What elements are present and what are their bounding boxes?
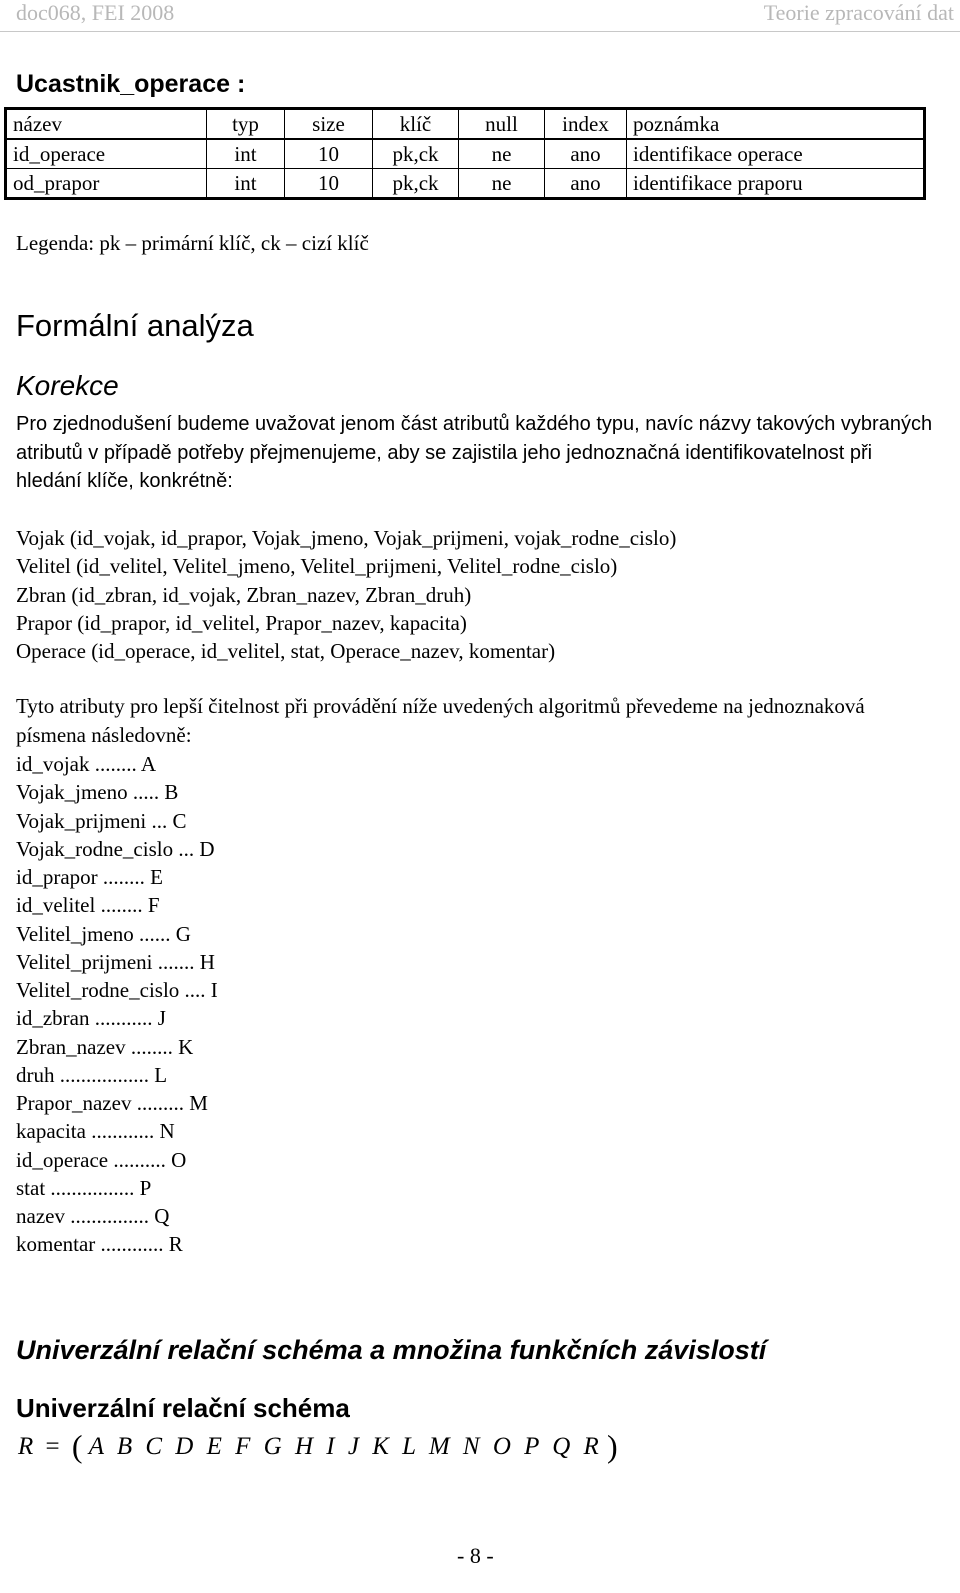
section-title: Formální analýza: [16, 308, 254, 343]
mapping-item: id_vojak ........ A: [16, 752, 156, 776]
schema-subtitle: Univerzální relační schéma: [16, 1393, 350, 1423]
table-cell: ne: [459, 139, 545, 169]
mapping-item: Vojak_jmeno ..... B: [16, 780, 179, 805]
col-header: klíč: [373, 109, 459, 140]
mapping-item: stat ................ P: [16, 1175, 152, 1200]
header-right: Teorie zpracování dat: [763, 0, 954, 25]
table-cell: identifikace praporu: [627, 169, 925, 199]
header-left: doc068, FEI 2008: [16, 0, 175, 25]
table-cell: ano: [545, 169, 627, 199]
mapping-item: id_prapor ........ E: [16, 865, 163, 889]
mapping-item: Zbran_nazev ........ K: [16, 1034, 194, 1059]
attribute-table: [4, 107, 926, 200]
col-header: typ: [207, 109, 285, 140]
table-cell: ne: [459, 169, 545, 199]
legend: Legenda: pk – primární klíč, ck – cizí klíč: [16, 231, 369, 255]
table-cell: od_prapor: [6, 169, 207, 199]
mapping-item: Vojak_prijmeni ... C: [16, 808, 187, 833]
col-header: název: [6, 109, 207, 140]
relation-item: Operace (id_operace, id_velitel, stat, Operace_nazev, komentar): [16, 639, 556, 664]
universal-schema-formula: [18, 1428, 618, 1465]
header-rule: [0, 31, 960, 32]
relation-item: Velitel (id_velitel, Velitel_jmeno, Velitel_prijmeni, Velitel_rodne_cislo): [16, 554, 618, 579]
section-subtitle: Korekce: [16, 370, 119, 401]
table-cell: identifikace operace: [627, 139, 925, 169]
formula-close-paren: ): [607, 1428, 618, 1464]
table-cell: 10: [285, 139, 373, 169]
table-cell: pk,ck: [373, 139, 459, 169]
mapping-item: id_velitel ........ F: [16, 893, 160, 918]
mapping-item: Prapor_nazev ......... M: [16, 1091, 208, 1115]
table-cell: 10: [285, 169, 373, 199]
col-header: index: [545, 109, 627, 140]
col-header: null: [459, 109, 545, 140]
formula-letters: A B C D E F G H I J K L M N O P Q R: [88, 1433, 601, 1460]
table-header-row: [6, 109, 925, 140]
relation-list: [16, 524, 676, 665]
table-row: [6, 169, 925, 199]
mapping-item: Velitel_prijmeni ....... H: [16, 949, 215, 974]
mapping-intro: Tyto atributy pro lepší čitelnost při provádění níže uvedených algoritmů převedeme na jednoznaková písmena následovně:: [16, 694, 865, 747]
mapping-item: Velitel_jmeno ...... G: [16, 921, 191, 946]
relation-item: Vojak (id_vojak, id_prapor, Vojak_jmeno, Vojak_prijmeni, vojak_rodne_cislo): [16, 526, 677, 550]
schema-title: Univerzální relační schéma a množina funkčních závislostí: [16, 1335, 767, 1365]
formula-left: R: [18, 1433, 34, 1460]
table-cell: pk,ck: [373, 169, 459, 199]
mapping-item: Velitel_rodne_cislo .... I: [16, 978, 218, 1002]
table-row: [6, 139, 925, 169]
mapping-item: nazev ............... Q: [16, 1204, 170, 1228]
table-cell: ano: [545, 139, 627, 169]
intro-paragraph: Pro zjednodušení budeme uvažovat jenom část atributů každého typu, navíc názvy takových vybraných atributů v případě potřeby přejmenujeme, aby se zajistila jeho jednoznačná identifikovatelnost při hledání klíče, konkrétně:: [16, 413, 933, 492]
formula-equals: =: [45, 1433, 60, 1460]
col-header: size: [285, 109, 373, 140]
mapping-item: druh ................. L: [16, 1062, 168, 1087]
mapping-item: id_zbran ........... J: [16, 1006, 166, 1031]
table-cell: id_operace: [6, 139, 207, 169]
table-cell: int: [207, 139, 285, 169]
formula-open-paren: (: [71, 1428, 83, 1464]
mapping-list: [16, 750, 218, 1259]
relation-item: Zbran (id_zbran, id_vojak, Zbran_nazev, Zbran_druh): [16, 582, 472, 607]
table-cell: int: [207, 169, 285, 199]
col-header: poznámka: [627, 109, 925, 140]
relation-item: Prapor (id_prapor, id_velitel, Prapor_nazev, kapacita): [16, 610, 467, 635]
mapping-item: kapacita ............ N: [16, 1119, 175, 1144]
table-title: Ucastnik_operace :: [16, 70, 246, 98]
mapping-item: komentar ............ R: [16, 1232, 183, 1257]
mapping-item: Vojak_rodne_cislo ... D: [16, 836, 215, 861]
page-number: - 8 -: [457, 1543, 494, 1568]
mapping-item: id_operace .......... O: [16, 1147, 187, 1172]
